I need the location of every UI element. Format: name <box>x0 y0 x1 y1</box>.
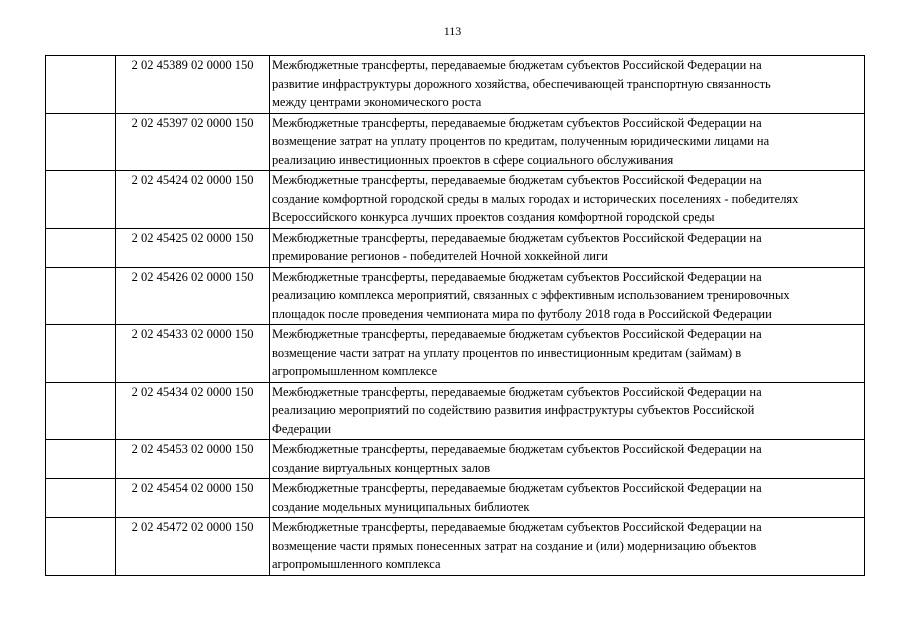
admin-code-cell <box>46 56 116 114</box>
income-name-line: развитие инфраструктуры дорожного хозяйства, обеспечивающей транспортную связанность <box>272 76 771 91</box>
table-row <box>46 440 865 479</box>
budget-code-cell: 2 02 45454 02 0000 150 <box>116 479 270 518</box>
income-name-cell <box>270 171 865 229</box>
income-name-line: Межбюджетные трансферты, передаваемые бюджетам субъектов Российской Федерации на <box>272 520 762 534</box>
budget-code-cell: 2 02 45472 02 0000 150 <box>116 518 270 576</box>
admin-code-cell <box>46 171 116 229</box>
income-name-line: Межбюджетные трансферты, передаваемые бюджетам субъектов Российской Федерации на <box>272 58 762 72</box>
table-row <box>46 382 865 440</box>
budget-code-cell: 2 02 45434 02 0000 150 <box>116 382 270 440</box>
admin-code-cell <box>46 382 116 440</box>
admin-code-cell <box>46 518 116 576</box>
income-name-line: агропромышленного комплекса <box>272 557 441 571</box>
income-name-line: Федерации <box>272 421 332 436</box>
budget-code-cell: 2 02 45397 02 0000 150 <box>116 113 270 171</box>
income-name-line: Межбюджетные трансферты, передаваемые бюджетам субъектов Российской Федерации на <box>272 269 762 284</box>
income-name-line: Межбюджетные трансферты, передаваемые бюджетам субъектов Российской Федерации на <box>272 481 762 495</box>
budget-code-cell: 2 02 45425 02 0000 150 <box>116 228 270 267</box>
budget-code-cell: 2 02 45424 02 0000 150 <box>116 171 270 229</box>
income-name-line: создание виртуальных концертных залов <box>272 460 491 475</box>
income-name-line: возмещение части затрат на уплату процентов по инвестиционным кредитам (займам) в <box>272 345 742 360</box>
admin-code-cell <box>46 113 116 171</box>
income-name-cell <box>270 479 865 518</box>
income-name-line: возмещение затрат на уплату процентов по кредитам, полученным юридическими лицами на <box>272 134 770 148</box>
budget-code-cell: 2 02 45389 02 0000 150 <box>116 56 270 114</box>
income-name-line: Межбюджетные трансферты, передаваемые бюджетам субъектов Российской Федерации на <box>272 442 762 456</box>
budget-classification-table <box>45 55 865 576</box>
table-row <box>46 325 865 383</box>
income-name-line: возмещение части прямых понесенных затрат на создание и (или) модернизацию объектов <box>272 538 757 553</box>
income-name-cell <box>270 56 865 114</box>
income-name-cell <box>270 267 865 325</box>
income-name-line: создание модельных муниципальных библиотек <box>272 499 530 514</box>
income-name-line: площадок после проведения чемпионата мира по футболу 2018 года в Российской Федерации <box>272 306 772 321</box>
budget-code-cell: 2 02 45453 02 0000 150 <box>116 440 270 479</box>
income-name-line: Межбюджетные трансферты, передаваемые бюджетам субъектов Российской Федерации на <box>272 327 762 341</box>
income-name-line: Межбюджетные трансферты, передаваемые бюджетам субъектов Российской Федерации на <box>272 115 762 130</box>
table-row <box>46 267 865 325</box>
income-name-line: реализацию инвестиционных проектов в сфере социального обслуживания <box>272 152 674 167</box>
income-name-line: реализацию комплекса мероприятий, связанных с эффективным использованием тренировочных <box>272 288 790 302</box>
income-name-cell <box>270 113 865 171</box>
income-name-line: между центрами экономического роста <box>272 95 482 109</box>
budget-code-cell: 2 02 45433 02 0000 150 <box>116 325 270 383</box>
income-name-line: агропромышленном комплексе <box>272 364 438 378</box>
table-row <box>46 56 865 114</box>
income-name-line: Межбюджетные трансферты, передаваемые бюджетам субъектов Российской Федерации на <box>272 173 762 187</box>
table-row <box>46 479 865 518</box>
income-name-line: Всероссийского конкурса лучших проектов создания комфортной городской среды <box>272 210 715 224</box>
budget-code-cell: 2 02 45426 02 0000 150 <box>116 267 270 325</box>
table-row <box>46 228 865 267</box>
admin-code-cell <box>46 325 116 383</box>
table-row <box>46 518 865 576</box>
admin-code-cell <box>46 267 116 325</box>
table-row <box>46 171 865 229</box>
admin-code-cell <box>46 479 116 518</box>
income-name-line: Межбюджетные трансферты, передаваемые бюджетам субъектов Российской Федерации на <box>272 230 762 245</box>
income-name-line: Межбюджетные трансферты, передаваемые бюджетам субъектов Российской Федерации на <box>272 384 762 399</box>
table-row <box>46 113 865 171</box>
admin-code-cell <box>46 440 116 479</box>
income-name-cell <box>270 228 865 267</box>
table-body <box>46 56 865 576</box>
page-number: 113 <box>443 24 462 38</box>
income-name-cell <box>270 518 865 576</box>
income-name-line: создание комфортной городской среды в малых городах и исторических поселениях - победителях <box>272 191 799 206</box>
income-name-cell <box>270 382 865 440</box>
income-name-line: премирование регионов - победителей Ночной хоккейной лиги <box>272 249 608 263</box>
income-name-cell <box>270 325 865 383</box>
admin-code-cell <box>46 228 116 267</box>
income-name-cell <box>270 440 865 479</box>
income-name-line: реализацию мероприятий по содействию развития инфраструктуры субъектов Российской <box>272 403 755 417</box>
